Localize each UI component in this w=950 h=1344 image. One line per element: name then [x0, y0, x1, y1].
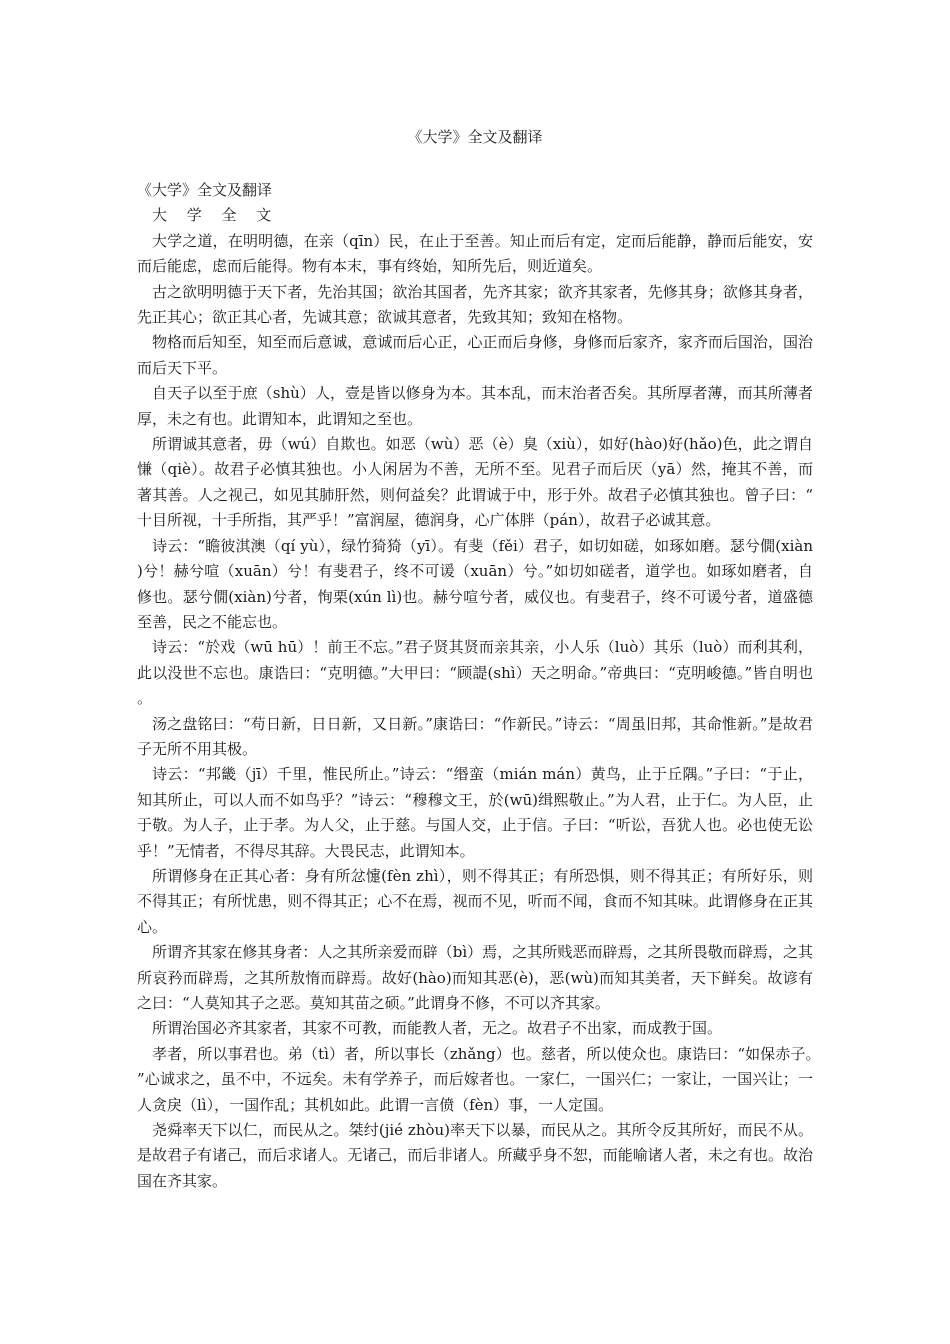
- paragraph-9: 诗云：“邦畿（jī）千里，惟民所止。”诗云：“缗蛮（mián mán）黄鸟，止于丘隅。”子曰：“于止，知其所止，可以人而不如鸟乎？”诗云：“穆穆文王，於(wū)缉熙敬止。”为人君，止于仁。为人臣，止于敬。为人子，止于孝。为人父，止于慈。与国人交，止于信。子曰：“听讼，吾犹人也。必也使无讼乎！”无情者，不得尽其辞。大畏民志，此谓知本。: [137, 765, 813, 860]
- paragraph-1: 大学之道，在明明德，在亲（qīn）民，在止于至善。知止而后有定，定而后能静，静而后能安，安而后能虑，虑而后能得。物有本末，事有终始，知所先后，则近道矣。: [137, 231, 813, 276]
- paragraph-11: 所谓齐其家在修其身者：人之其所亲爱而辟（bì）焉，之其所贱恶而辟焉，之其所畏敬而辟焉，之其所哀矜而辟焉，之其所敖惰而辟焉。故好(hào)而知其恶(è)，恶(wù)而知其美者，天下鲜矣。故谚有之曰：“人莫知其子之恶。莫知其苗之硕。”此谓身不修，不可以齐其家。: [137, 943, 813, 1012]
- paragraph-6: 诗云：“瞻彼淇澳（qí yù），绿竹猗猗（yī）。有斐（fěi）君子，如切如磋，如琢如磨。瑟兮僩(xiàn)兮！赫兮喧（xuān）兮！有斐君子，终不可谖（xuān）兮。”如切如磋者，道学也。如琢如磨者，自修也。瑟兮僩(xiàn)兮者，恂栗(xún lì)也。赫兮喧兮者，威仪也。有斐君子，终不可谖兮者，道盛德至善，民之不能忘也。: [137, 536, 813, 631]
- paragraph-8: 汤之盘铭曰：“苟日新，日日新，又日新。”康诰曰：“作新民。”诗云：“周虽旧邦，其命惟新。”是故君子无所不用其极。: [137, 714, 813, 758]
- paragraph-4: 自天子以至于庶（shù）人，壹是皆以修身为本。其本乱，而末治者否矣。其所厚者薄，而其所薄者厚，未之有也。此谓知本，此谓知之至也。: [137, 384, 813, 428]
- paragraph-14: 尧舜率天下以仁，而民从之。桀纣(jié zhòu)率天下以暴，而民从之。其所令反其所好，而民不从。是故君子有诸己，而后求诸人。无诸己，而后非诸人。所藏乎身不恕，而能喻诸人者，未之有也。故治国在齐其家。: [137, 1121, 813, 1190]
- paragraph-2: 古之欲明明德于天下者，先治其国；欲治其国者，先齐其家；欲齐其家者，先修其身；欲修其身者，先正其心；欲正其心者，先诚其意；欲诚其意者，先致其知；致知在格物。: [137, 282, 813, 327]
- paragraph-12: 所谓治国必齐其家者，其家不可教，而能教人者，无之。故君子不出家，而成教于国。: [152, 1019, 723, 1038]
- document-subtitle: 《大学》全文及翻译: [137, 181, 273, 199]
- section-heading: 大 学 全 文: [152, 206, 279, 225]
- document-title: 《大学》全文及翻译: [407, 128, 543, 146]
- paragraph-5: 所谓诚其意者，毋（wú）自欺也。如恶（wù）恶（è）臭（xiù），如好(hào)好(hǎo)色，此之谓自慊（qiè）。故君子必慎其独也。小人闲居为不善，无所不至。见君子而后厌（yā）然，掩其不善，而著其善。人之视己，如见其肺肝然，则何益矣？此谓诚于中，形于外。故君子必慎其独也。曾子曰：“十目所视，十手所指，其严乎！”富润屋，德润身，心广体胖（pán），故君子必诚其意。: [137, 435, 813, 530]
- document-body: [137, 178, 813, 1194]
- paragraph-13: 孝者，所以事君也。弟（tì）者，所以事长（zhǎng）也。慈者，所以使众也。康诰曰：“如保赤子。”心诚求之，虽不中，不远矣。未有学养子，而后嫁者也。一家仁，一国兴仁；一家让，一国兴让；一人贪戾（lì），一国作乱；其机如此。此谓一言偾（fèn）事，一人定国。: [137, 1044, 813, 1114]
- paragraph-7: 诗云：“於戏（wū hū）！前王不忘。”君子贤其贤而亲其亲，小人乐（luò）其乐（luò）而利其利，此以没世不忘也。康诰曰：“克明德。”大甲曰：“顾諟(shì）天之明命。”帝典曰：“克明峻德。”皆自明也。: [137, 638, 813, 708]
- paragraph-10: 所谓修身在正其心者：身有所忿懥(fèn zhì），则不得其正；有所恐惧，则不得其正；有所好乐，则不得其正；有所忧患，则不得其正；心不在焉，视而不见，听而不闻，食而不知其味。此谓修身在正其心。: [137, 866, 813, 936]
- paragraph-3: 物格而后知至，知至而后意诚，意诚而后心正，心正而后身修，身修而后家齐，家齐而后国治，国治而后天下平。: [137, 333, 813, 377]
